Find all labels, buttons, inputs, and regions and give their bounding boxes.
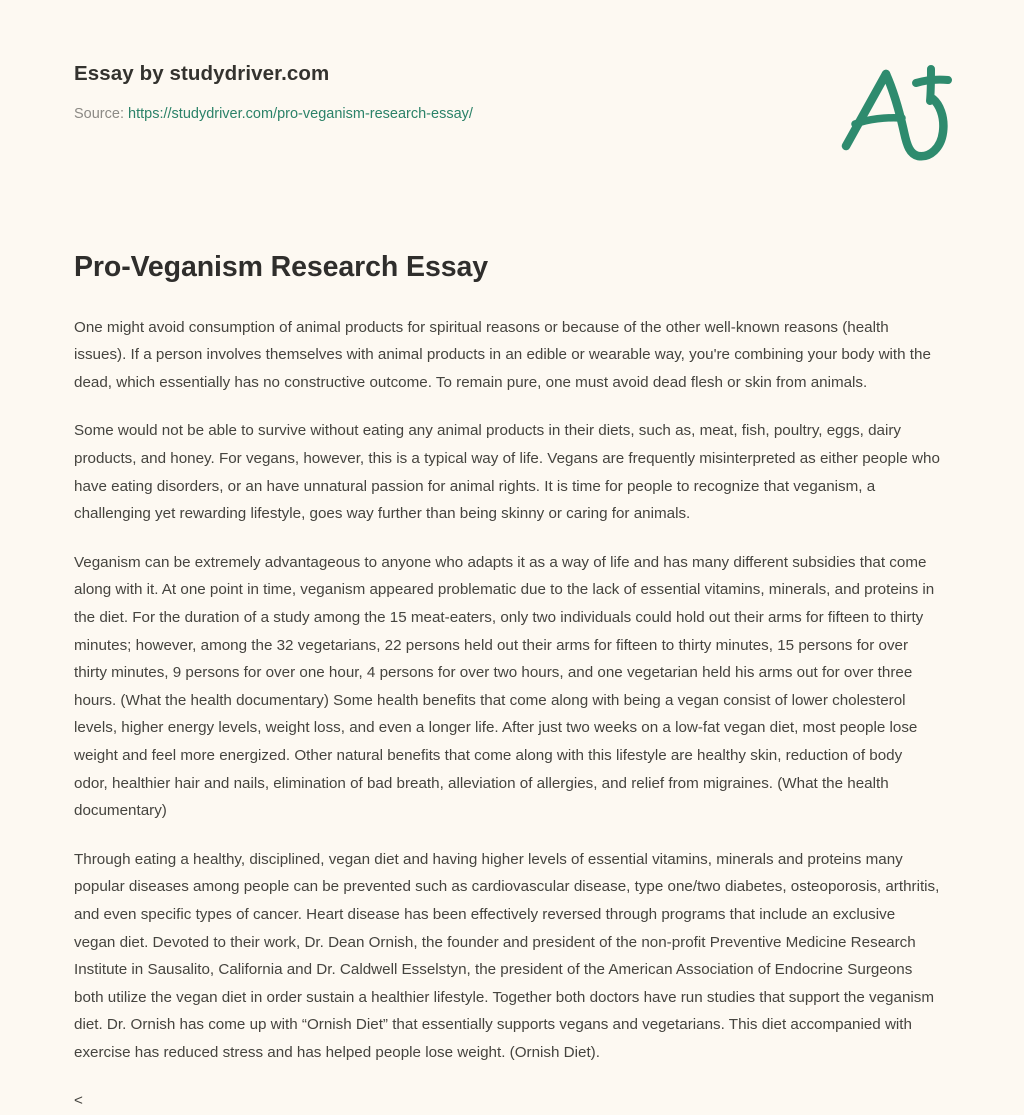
trailing-mark: < — [74, 1092, 83, 1110]
essay-body — [74, 286, 950, 1115]
page-title: Pro-Veganism Research Essay — [74, 251, 488, 283]
essay-paragraph: Veganism can be extremely advantageous to anyone who adapts it as a way of life and has many different subsidies that come along with it. At one point in time, veganism appeared problematic due to the lack of essential vitamins, minerals, and proteins in the diet. For the duration of a study among the 15 meat-eaters, only two individuals could hold out their arms for fifteen to thirty minutes; however, among the 32 vegetarians, 22 persons held out their arms for fifteen to thirty minutes, 15 persons for over thirty minutes, 9 persons for over one hour, 4 persons for over two hours, and one vegetarian held his arms out for over three hours. (What the health documentary) Some health benefits that come along with being a vegan consist of lower cholesterol levels, higher energy levels, weight loss, and even a longer life. After just two weeks on a low-fat vegan diet, most people lose weight and feel more energized. Other natural benefits that come along with this lifestyle are healthy skin, reduction of body odor, healthier hair and nails, elimination of bad breath, alleviation of allergies, and relief from migraines. (What the health documentary) — [74, 553, 935, 820]
source-label: Source: — [74, 105, 124, 122]
essay-paragraph: One might avoid consumption of animal products for spiritual reasons or because of the other well-known reasons (health issues). If a person involves themselves with animal products in an edible or wearable way, you're combining your body with the dead, which essentially has no constructive outcome. To remain pure, one must avoid dead flesh or skin from animals. — [74, 318, 931, 391]
essay-paragraph: Through eating a healthy, disciplined, vegan diet and having higher levels of essential vitamins, minerals and proteins many popular diseases among people can be prevented such as cardiovascular disease, type one/two diabetes, osteoporosis, arthritis, and even specific types of cancer. Heart disease has been effectively reversed through programs that include an exclusive vegan diet. Devoted to their work, Dr. Dean Ornish, the founder and president of the non-profit Preventive Medicine Research Institute in Sausalito, California and Dr. Caldwell Esselstyn, the president of the American Association of Endocrine Surgeons both utilize the vegan diet in order sustain a healthier lifestyle. Together both doctors have run studies that support the veganism diet. Dr. Ornish has come up with “Ornish Diet” that essentially supports vegans and vegetarians. This diet accompanied with exercise has reduced stress and has helped people lose weight. (Ornish Diet). — [74, 850, 940, 1061]
page-header — [74, 0, 950, 122]
source-line — [74, 105, 950, 124]
source-url-link[interactable]: https://studydriver.com/pro-veganism-research-essay/ — [128, 105, 473, 122]
essay-paragraph: Some would not be able to survive without eating any animal products in their diets, such as, meat, fish, poultry, eggs, dairy products, and honey. For vegans, however, this is a typical way of life. Vegans are frequently misinterpreted as either people who have eating disorders, or an have unnatural passion for animal rights. It is time for people to recognize that veganism, a challenging yet rewarding lifestyle, goes way further than being skinny or caring for animals. — [74, 422, 940, 523]
brand-line: Essay by studydriver.com — [74, 62, 330, 85]
